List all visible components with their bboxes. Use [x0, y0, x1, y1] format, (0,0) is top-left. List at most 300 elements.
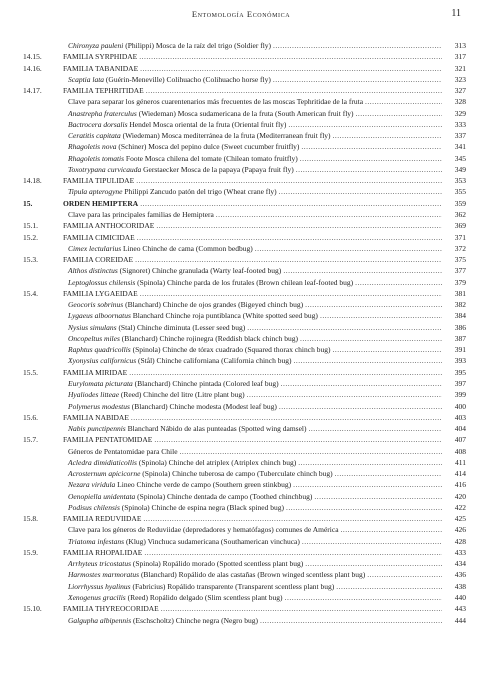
entry-text	[68, 536, 466, 547]
entry-description: FAMILIA COREIDAE	[63, 255, 134, 265]
entry-text	[68, 310, 466, 321]
entry-description: (Blanchard) Chinche de ojos grandes (Bigeyed chinch bug)	[123, 300, 304, 310]
entry-text	[68, 164, 466, 175]
entry-description: FAMILIA THYREOCORIDAE	[63, 604, 159, 614]
section-number: 15.9.	[23, 547, 38, 557]
entry-page-number: 404	[454, 424, 466, 434]
toc-entry	[0, 355, 482, 366]
dot-leader	[293, 479, 442, 490]
entry-text	[68, 277, 466, 288]
entry-label	[68, 209, 214, 220]
entry-page-number: 359	[454, 198, 466, 208]
entry-label	[68, 153, 298, 164]
scientific-name: Xenogenus gracilis	[68, 593, 126, 603]
dot-leader	[300, 333, 442, 344]
entry-page-number: 393	[454, 356, 466, 366]
entry-description: Hendel Mosca oriental de la fruta (Oriental fruit fly)	[127, 119, 287, 129]
section-number: 15.3.	[23, 255, 38, 265]
entry-page-number: 333	[454, 119, 466, 129]
entry-page-number: 353	[454, 176, 466, 186]
entry-text	[68, 265, 466, 276]
entry-text	[63, 513, 466, 524]
entry-page-number: 349	[454, 164, 466, 174]
toc-entry	[0, 491, 482, 502]
toc-entry	[0, 401, 482, 412]
entry-page-number: 391	[454, 345, 466, 355]
dot-leader	[285, 592, 442, 603]
entry-label	[68, 446, 178, 457]
entry-page-number: 436	[454, 570, 466, 580]
dot-leader	[283, 265, 442, 276]
entry-description: (Blanchard) Chinche rojinegra (Reddish black chinch bug)	[119, 333, 298, 343]
scientific-name: Arrhyteus tricostatus	[68, 559, 131, 569]
entry-description: (Spinola) Chinche parda de los frutales (Brown chilean leaf-footed bug)	[135, 277, 354, 287]
toc-entry	[0, 51, 482, 62]
entry-page-number: 403	[454, 412, 466, 422]
scientific-name: Liorrhyssus hyalinus	[68, 581, 131, 591]
entry-description: (Spinola) Ropálido morado (Spotted scentless plant bug)	[131, 559, 304, 569]
scientific-name: Nabis punctipennis	[68, 424, 126, 434]
toc-entry	[0, 186, 482, 197]
toc-entry	[0, 479, 482, 490]
entry-text	[68, 40, 466, 51]
dot-leader	[216, 209, 442, 220]
entry-description: FAMILIA ANTHOCORIDAE	[63, 221, 155, 231]
entry-text	[68, 299, 466, 310]
toc-entry	[0, 502, 482, 513]
entry-text	[68, 355, 466, 366]
entry-description: FAMILIA SYRPHIDAE	[63, 52, 138, 62]
dot-leader	[302, 536, 442, 547]
entry-page-number: 426	[454, 525, 466, 535]
entry-description: (Spinola) Chinche de espina negra (Black spined bug)	[119, 502, 284, 512]
dot-leader	[314, 491, 442, 502]
entry-page-number: 407	[454, 435, 466, 445]
toc-entry	[0, 592, 482, 603]
entry-description: (Wiedeman) Mosca sudamericana de la fruta (South American fruit fly)	[136, 108, 354, 118]
toc-entry	[0, 446, 482, 457]
entry-text	[63, 85, 466, 96]
entry-page-number: 400	[454, 401, 466, 411]
page-header	[0, 6, 482, 22]
dot-leader	[367, 569, 442, 580]
section-number: 14.16.	[23, 63, 42, 73]
entry-text	[68, 153, 466, 164]
entry-description: (Signoret) Chinche granulada (Warty leaf-footed bug)	[117, 266, 282, 276]
entry-label	[68, 615, 258, 626]
entry-description: (Spinola) Chinche tuberosa de campo (Tuberculate chinch bug)	[140, 469, 333, 479]
section-number: 14.18.	[23, 176, 42, 186]
entry-text	[68, 186, 466, 197]
scientific-name: Galgupha albipennis	[68, 615, 132, 625]
entry-label	[68, 322, 245, 333]
entry-text	[68, 141, 466, 152]
entry-description: Clave para los géneros de Reduviidae (depredadores y hematófagos) comunes de América	[68, 525, 339, 535]
dot-leader	[255, 243, 442, 254]
toc-entry	[0, 74, 482, 85]
entry-text	[63, 603, 466, 614]
dot-leader	[161, 603, 442, 614]
scientific-name: Polymerus modestus	[68, 401, 130, 411]
entry-text	[68, 378, 466, 389]
section-number: 15.5.	[23, 367, 38, 377]
scientific-name: Lygaeus alboornatus	[68, 311, 131, 321]
scientific-name: Xyonysius californicus	[68, 356, 137, 366]
dot-leader	[281, 378, 442, 389]
entry-label	[68, 310, 318, 321]
entry-description: FAMILIA REDUVIIDAE	[63, 514, 142, 524]
scientific-name: Althos distinctus	[68, 266, 118, 276]
entry-page-number: 328	[454, 97, 466, 107]
toc-entry	[0, 164, 482, 175]
toc-entry	[0, 603, 482, 614]
entry-label	[63, 434, 152, 445]
entry-page-number: 377	[454, 266, 466, 276]
entry-text	[68, 401, 466, 412]
entry-description: FAMILIA TEPHRITIDAE	[63, 86, 144, 96]
entry-label	[68, 378, 279, 389]
toc-entry	[0, 220, 482, 231]
entry-text	[68, 74, 466, 85]
entry-page-number: 372	[454, 243, 466, 253]
entry-description: (Spinola) Chinche de tórax cuadrado (Squared thorax chinch bug)	[130, 345, 331, 355]
entry-description: FAMILIA NABIDAE	[63, 412, 129, 422]
toc-entry	[0, 367, 482, 378]
entry-description: (Blanchard) Chinche modesta (Modest leaf bug)	[129, 401, 277, 411]
toc-entry	[0, 468, 482, 479]
entry-description: FAMILIA TIPULIDAE	[63, 176, 135, 186]
entry-label	[63, 603, 159, 614]
entry-label	[63, 51, 137, 62]
entry-description: (Fabricius) Ropálido transparente (Transparent scentless plant bug)	[130, 581, 335, 591]
toc-entry	[0, 423, 482, 434]
entry-text	[68, 322, 466, 333]
entry-page-number: 433	[454, 547, 466, 557]
entry-page-number: 425	[454, 514, 466, 524]
entry-page-number: 420	[454, 491, 466, 501]
entry-label	[68, 502, 284, 513]
toc-entry	[0, 85, 482, 96]
toc-entry	[0, 434, 482, 445]
entry-label	[68, 344, 330, 355]
entry-description: (Stål) Chinche californiana (California chinch bug)	[136, 356, 292, 366]
entry-page-number: 337	[454, 131, 466, 141]
page-number: 11	[451, 8, 461, 19]
entry-label	[68, 558, 303, 569]
dot-leader	[279, 401, 442, 412]
section-number: 15.2.	[23, 232, 38, 242]
toc-entry	[0, 615, 482, 626]
entry-description: Géneros de Pentatomidae para Chile	[68, 446, 178, 456]
toc-entry	[0, 288, 482, 299]
entry-page-number: 428	[454, 536, 466, 546]
entry-description: Philippi Zancudo patón del trigo (Wheat crane fly)	[122, 187, 277, 197]
toc-entry	[0, 310, 482, 321]
scientific-name: Anastrepha fraterculus	[68, 108, 137, 118]
toc-entry	[0, 40, 482, 51]
entry-text	[63, 198, 466, 209]
dot-leader	[309, 423, 442, 434]
entry-page-number: 369	[454, 221, 466, 231]
entry-page-number: 345	[454, 153, 466, 163]
toc-entry	[0, 389, 482, 400]
entry-label	[68, 277, 353, 288]
dot-leader	[288, 119, 442, 130]
entry-description: (Guérin-Meneville) Colihuacho (Colihuacho horse fly)	[104, 74, 271, 84]
dot-leader	[247, 322, 442, 333]
entry-page-number: 443	[454, 604, 466, 614]
entry-page-number: 440	[454, 593, 466, 603]
entry-label	[68, 243, 253, 254]
dot-leader	[140, 288, 442, 299]
dot-leader	[260, 615, 442, 626]
scientific-name: Oncopeltus miles	[68, 333, 120, 343]
toc-entry	[0, 141, 482, 152]
dot-leader	[333, 130, 442, 141]
toc-entry	[0, 254, 482, 265]
toc-entry	[0, 581, 482, 592]
toc-entry	[0, 299, 482, 310]
section-number: 14.17.	[23, 86, 42, 96]
toc-entry	[0, 209, 482, 220]
dot-leader	[365, 96, 442, 107]
entry-page-number: 399	[454, 390, 466, 400]
dot-leader	[332, 344, 442, 355]
dot-leader	[356, 108, 442, 119]
dot-leader	[296, 164, 442, 175]
toc-entry	[0, 457, 482, 468]
entry-text	[68, 108, 466, 119]
entry-label	[68, 141, 299, 152]
scientific-name: Tipula apterogyne	[68, 187, 123, 197]
entry-page-number: 444	[454, 615, 466, 625]
entry-label	[63, 232, 135, 243]
entry-text	[68, 468, 466, 479]
dot-leader	[305, 558, 442, 569]
entry-page-number: 341	[454, 142, 466, 152]
entry-page-number: 382	[454, 300, 466, 310]
dot-leader	[279, 186, 442, 197]
scientific-name: Cimex lectularius	[68, 243, 122, 253]
toc-entry	[0, 232, 482, 243]
entry-label	[68, 164, 294, 175]
entry-page-number: 313	[454, 41, 466, 50]
scientific-name: Acledra dimidiaticollis	[68, 457, 137, 467]
entry-label	[63, 63, 138, 74]
dot-leader	[143, 513, 442, 524]
toc-entry	[0, 175, 482, 186]
entry-label	[68, 40, 271, 51]
section-number: 15.6.	[23, 412, 38, 422]
entry-description: FAMILIA TABANIDAE	[63, 63, 139, 73]
scientific-name: Oenopiella unidentata	[68, 491, 136, 501]
dot-leader	[294, 355, 443, 366]
entry-label	[68, 569, 365, 580]
entry-label	[68, 592, 283, 603]
entry-label	[63, 254, 133, 265]
entry-description: Blanchard Nábido de alas punteadas (Spotted wing damsel)	[125, 424, 307, 434]
entry-page-number: 355	[454, 187, 466, 197]
entry-description: (Klug) Vinchuca sudamericana (Southamerican vinchuca)	[124, 536, 300, 546]
scientific-name: Scaptia lata	[68, 74, 105, 84]
entry-label	[68, 130, 331, 141]
entry-label	[68, 536, 300, 547]
entry-label	[68, 479, 291, 490]
entry-page-number: 408	[454, 446, 466, 456]
toc-entry	[0, 265, 482, 276]
toc-entry	[0, 547, 482, 558]
section-number: 14.15.	[23, 52, 42, 62]
dot-leader	[273, 74, 442, 85]
entry-label	[68, 186, 277, 197]
entry-label	[68, 389, 245, 400]
scientific-name: Hyaliodes litteae	[68, 390, 120, 400]
entry-text	[68, 581, 466, 592]
dot-leader	[273, 40, 442, 51]
entry-description: (Schiner) Mosca del pepino dulce (Sweet cucumber fruitfly)	[116, 142, 300, 152]
entry-text	[63, 63, 466, 74]
scientific-name: Rhagoletis nova	[68, 142, 117, 152]
toc-entry	[0, 108, 482, 119]
entry-page-number: 414	[454, 469, 466, 479]
entry-text	[63, 288, 466, 299]
entry-text	[63, 412, 466, 423]
entry-description: Foote Mosca chilena del tomate (Chilean tomato fruitfly)	[124, 153, 298, 163]
entry-page-number: 438	[454, 581, 466, 591]
entry-description: Lineo Chinche de cama (Common bedbug)	[121, 243, 253, 253]
entry-page-number: 381	[454, 288, 466, 298]
entry-text	[68, 344, 466, 355]
toc-entry	[0, 130, 482, 141]
dot-leader	[320, 310, 442, 321]
dot-leader	[336, 581, 442, 592]
entry-text	[63, 220, 466, 231]
entry-description: (Blanchard) Ropálido de alas castañas (Brown winged scentless plant bug)	[139, 570, 366, 580]
dot-leader	[137, 232, 442, 243]
section-number: 15.4.	[23, 288, 38, 298]
entry-page-number: 323	[454, 74, 466, 84]
dot-leader	[144, 547, 442, 558]
entry-description: FAMILIA CIMICIDAE	[63, 232, 135, 242]
toc-entry	[0, 536, 482, 547]
entry-page-number: 397	[454, 378, 466, 388]
scientific-name: Toxotrypana curvicauda	[68, 164, 142, 174]
entry-text	[68, 423, 466, 434]
entry-label	[68, 355, 292, 366]
scientific-name: Ceratitis capitata	[68, 131, 121, 141]
entry-label	[63, 198, 138, 209]
dot-leader	[156, 220, 442, 231]
entry-text	[68, 558, 466, 569]
entry-page-number: 395	[454, 367, 466, 377]
section-number: 15.1.	[23, 221, 38, 231]
entry-label	[63, 513, 141, 524]
entry-text	[68, 389, 466, 400]
entry-label	[68, 423, 307, 434]
toc-entry	[0, 344, 482, 355]
section-number: 15.7.	[23, 435, 38, 445]
entry-text	[63, 434, 466, 445]
dot-leader	[355, 277, 442, 288]
entry-label	[68, 524, 339, 535]
entry-text	[68, 502, 466, 513]
entry-text	[68, 457, 466, 468]
entry-description: Clave para las principales familias de Hemiptera	[68, 209, 214, 219]
toc-entry	[0, 569, 482, 580]
entry-page-number: 327	[454, 86, 466, 96]
entry-page-number: 362	[454, 209, 466, 219]
entry-text	[68, 130, 466, 141]
entry-label	[68, 401, 277, 412]
entry-label	[63, 412, 129, 423]
entry-page-number: 411	[455, 457, 466, 467]
toc-entry	[0, 333, 482, 344]
entry-label	[68, 581, 334, 592]
scientific-name: Raphtus quadricollis	[68, 345, 131, 355]
entry-label	[68, 96, 363, 107]
entry-label	[63, 288, 138, 299]
entry-text	[68, 491, 466, 502]
entry-label	[63, 367, 127, 378]
entry-text	[68, 524, 466, 535]
entry-text	[68, 96, 466, 107]
entry-text	[68, 119, 466, 130]
entry-page-number: 329	[454, 108, 466, 118]
entry-description: (Wiedeman) Mosca mediterránea de la fruta (Mediterranean fruit fly)	[120, 131, 331, 141]
entry-description: (Reed) Ropálido delgado (Slim scentless plant bug)	[125, 593, 283, 603]
entry-page-number: 379	[454, 277, 466, 287]
entry-label	[68, 468, 333, 479]
running-title: Entomología Económica	[191, 9, 291, 19]
dot-leader	[180, 446, 442, 457]
scientific-name: Eurylomata picturata	[68, 378, 133, 388]
dot-leader	[146, 85, 442, 96]
entry-description: FAMILIA MIRIDAE	[63, 367, 128, 377]
toc-entry	[0, 119, 482, 130]
toc-entry	[0, 198, 482, 209]
entry-page-number: 371	[454, 232, 466, 242]
entry-page-number: 387	[454, 333, 466, 343]
entry-label	[68, 108, 354, 119]
toc-entry	[0, 243, 482, 254]
scientific-name: Podisus chilensis	[68, 502, 120, 512]
section-number: 15.8.	[23, 514, 38, 524]
toc-entry	[0, 524, 482, 535]
entry-text	[68, 569, 466, 580]
dot-leader	[129, 367, 442, 378]
entry-text	[63, 232, 466, 243]
entry-page-number: 317	[454, 52, 466, 62]
toc-entry	[0, 513, 482, 524]
entry-label	[68, 119, 286, 130]
scientific-name: Geocoris sobrinus	[68, 300, 124, 310]
scientific-name: Chironyza pauleni	[68, 41, 124, 50]
entry-label	[63, 220, 154, 231]
dot-leader	[154, 434, 442, 445]
scientific-name: Nysius simulans	[68, 322, 117, 332]
entry-page-number: 384	[454, 311, 466, 321]
entry-text	[68, 333, 466, 344]
entry-label	[68, 74, 271, 85]
scientific-name: Nezara viridula	[68, 480, 116, 490]
entry-text	[68, 592, 466, 603]
scientific-name: Harmostes marmoratus	[68, 570, 140, 580]
entry-page-number: 416	[454, 480, 466, 490]
dot-leader	[136, 175, 442, 186]
dot-leader	[247, 389, 442, 400]
entry-label	[68, 457, 296, 468]
dot-leader	[301, 141, 442, 152]
